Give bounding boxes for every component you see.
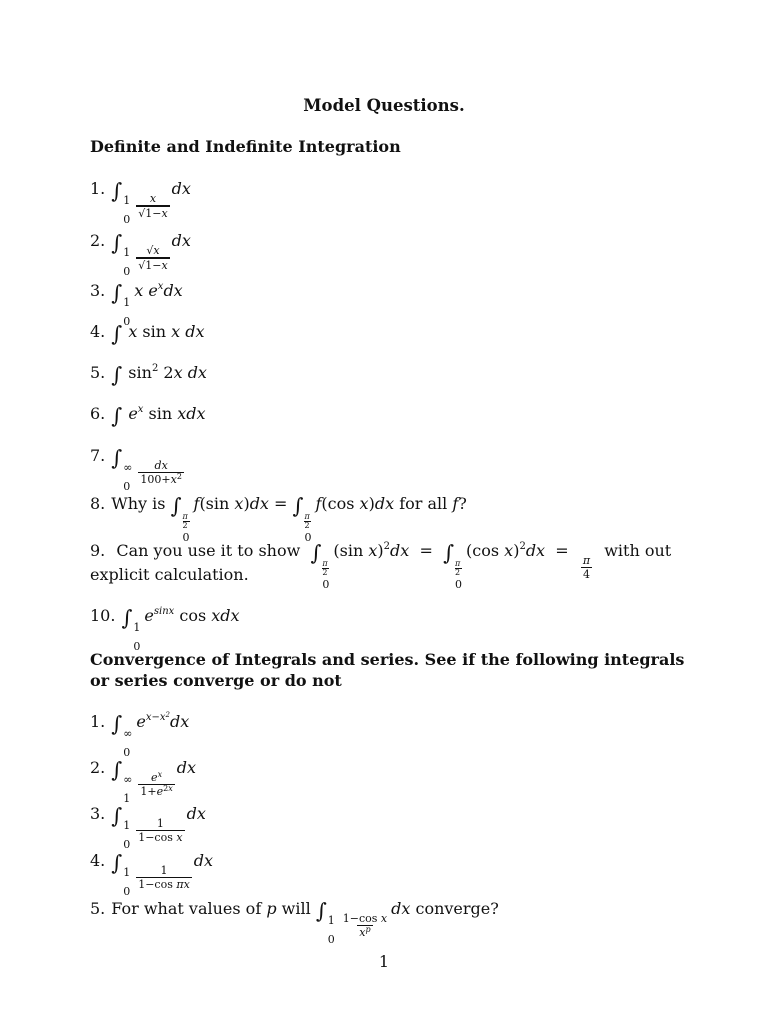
convergence-question-1: 1. ∫ ∞ 0 $e^{x-x^2}dx$ — [90, 711, 190, 759]
page-title: Model Questions. — [303, 96, 465, 115]
section-heading-integration: Definite and Indefinite Integration — [90, 137, 401, 156]
question-4: 4. ∫ x sin x dx — [90, 322, 205, 346]
question-8: 8. Why is ∫ π 2 0 f(sin x)dx = ∫ π 2 0 f(cos x)dx for all f? — [90, 494, 467, 544]
convergence-question-2: 2. ∫ ∞ 1 $\frac{e^x}{1+e^{2x}}$ dx — [90, 758, 196, 805]
question-7: 7. ∫ ∞ 0 $\frac{dx}{100+x^2}$ — [90, 446, 182, 493]
convergence-question-3: 3. ∫ 1 0 $\frac{1}{\text{1−cos x}}$ dx — [90, 804, 206, 851]
question-2: 2. ∫ 1 0 $\frac{√x}{√1-x}$ dx — [90, 231, 191, 278]
page-number: 1 — [378, 952, 390, 971]
section-heading-convergence-line1: Convergence of Integrals and series. See if the following integrals — [90, 650, 685, 669]
question-3: 3. ∫ 1 0 x $e^xdx$ — [90, 281, 183, 328]
question-6: 6. ∫ $e^x$ sin xdx — [90, 404, 206, 428]
question-5: 5. ∫ $\sin^2 2x$ dx — [90, 363, 207, 387]
question-1: 1. ∫ 1 0 $\frac{x}{√1-x}$ dx — [90, 179, 191, 226]
section-heading-convergence-line2: or series converge or do not — [90, 671, 342, 690]
question-9-line2: explicit calculation. — [90, 565, 249, 584]
question-9: 9. Can you use it to show ∫ π 2 0 (sin x)$^2$dx = ∫ π 2 0 (cos x)$^2$dx = $\frac{\pi}{4}$ with out — [90, 541, 672, 591]
question-10: 10. ∫ 1 0 $e^{sinx}$ cos xdx — [90, 606, 240, 653]
convergence-question-4: 4. ∫ 1 0 $\frac{1}{\text{1−cos πx}}$ dx — [90, 851, 214, 898]
convergence-question-5: 5. For what values of p will ∫ 1 0 $\frac{\text{1−cos x}}{x^p}$ dx converge? — [90, 899, 499, 946]
